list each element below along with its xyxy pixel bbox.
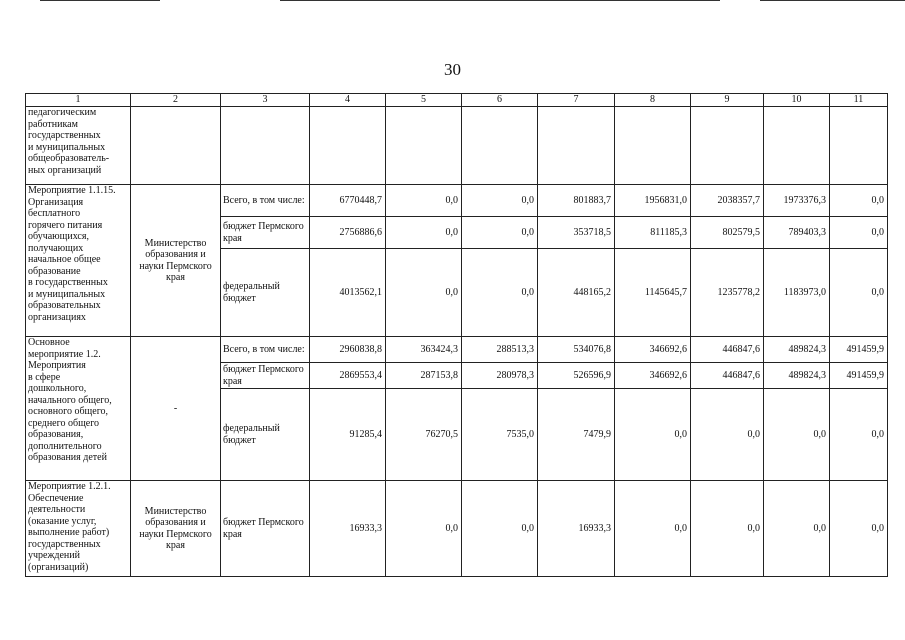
value-cell: 7535,0 [462, 389, 538, 481]
value-cell: 801883,7 [538, 185, 615, 217]
value-cell: 1956831,0 [615, 185, 691, 217]
value-cell: 1145645,7 [615, 249, 691, 337]
header-cell: 11 [830, 94, 888, 107]
value-cell: 346692,6 [615, 363, 691, 389]
value-cell: 446847,6 [691, 363, 764, 389]
source-cell: бюджет Пермского края [221, 363, 310, 389]
source-cell: федеральный бюджет [221, 249, 310, 337]
value-cell: 1973376,3 [764, 185, 830, 217]
value-cell: 7479,9 [538, 389, 615, 481]
source-cell: федеральный бюджет [221, 389, 310, 481]
value-cell: 0,0 [830, 185, 888, 217]
executor-cell: Министерство образования и науки Пермского края [131, 481, 221, 577]
value-cell: 0,0 [462, 249, 538, 337]
value-cell: 16933,3 [538, 481, 615, 577]
top-edge-line-right [760, 0, 905, 1]
value-cell: 0,0 [830, 217, 888, 249]
header-cell: 4 [310, 94, 386, 107]
header-cell: 9 [691, 94, 764, 107]
value-cell: 1183973,0 [764, 249, 830, 337]
value-cell: 16933,3 [310, 481, 386, 577]
source-cell: Всего, в том числе: [221, 337, 310, 363]
header-cell: 10 [764, 94, 830, 107]
header-cell: 5 [386, 94, 462, 107]
value-cell: 0,0 [764, 481, 830, 577]
value-cell: 0,0 [615, 481, 691, 577]
value-cell: 288513,3 [462, 337, 538, 363]
value-cell: 491459,9 [830, 363, 888, 389]
measure-name: Основное мероприятие 1.2. Мероприятия в сфере дошкольного, начального общего, основного общего, среднего общего образования, дополнительного образования детей [26, 337, 131, 481]
table-row [26, 337, 888, 363]
value-cell: 2038357,7 [691, 185, 764, 217]
source-cell: Всего, в том числе: [221, 185, 310, 217]
value-cell: 789403,3 [764, 217, 830, 249]
header-cell: 2 [131, 94, 221, 107]
executor-cell: Министерство образования и науки Пермского края [131, 185, 221, 337]
header-cell: 8 [615, 94, 691, 107]
column-number-header [26, 94, 888, 107]
measure-name: Мероприятие 1.2.1. Обеспечение деятельности (оказание услуг, выполнение работ) государственных учреждений (организаций) [26, 481, 131, 577]
value-cell: 4013562,1 [310, 249, 386, 337]
header-cell: 1 [26, 94, 131, 107]
value-cell: 446847,6 [691, 337, 764, 363]
header-cell: 6 [462, 94, 538, 107]
value-cell: 0,0 [386, 217, 462, 249]
value-cell: 6770448,7 [310, 185, 386, 217]
value-cell: 0,0 [764, 389, 830, 481]
value-cell: 534076,8 [538, 337, 615, 363]
value-cell: 0,0 [386, 481, 462, 577]
top-edge-line-mid [280, 0, 720, 1]
value-cell: 1235778,2 [691, 249, 764, 337]
value-cell: 2960838,8 [310, 337, 386, 363]
header-cell: 3 [221, 94, 310, 107]
source-cell: бюджет Пермского края [221, 217, 310, 249]
value-cell: 346692,6 [615, 337, 691, 363]
value-cell: 0,0 [830, 249, 888, 337]
value-cell: 0,0 [462, 481, 538, 577]
value-cell: 287153,8 [386, 363, 462, 389]
value-cell: 802579,5 [691, 217, 764, 249]
executor-cell: - [131, 337, 221, 481]
source-cell: бюджет Пермского края [221, 481, 310, 577]
value-cell: 0,0 [691, 481, 764, 577]
value-cell: 448165,2 [538, 249, 615, 337]
value-cell: 0,0 [691, 389, 764, 481]
value-cell: 0,0 [615, 389, 691, 481]
value-cell: 489824,3 [764, 363, 830, 389]
value-cell: 353718,5 [538, 217, 615, 249]
value-cell: 0,0 [830, 481, 888, 577]
value-cell: 491459,9 [830, 337, 888, 363]
value-cell: 526596,9 [538, 363, 615, 389]
value-cell: 489824,3 [764, 337, 830, 363]
table-row [26, 481, 888, 577]
measure-name: Мероприятие 1.1.15. Организация бесплатного горячего питания обучающихся, получающих начальное общее образование в государственных и муниципальных образовательных организациях [26, 185, 131, 337]
value-cell: 363424,3 [386, 337, 462, 363]
value-cell: 2756886,6 [310, 217, 386, 249]
table-row [26, 185, 888, 217]
value-cell: 0,0 [830, 389, 888, 481]
measure-name: педагогическим работникам государственных и муниципальных общеобразователь- ных организаций [26, 107, 131, 185]
value-cell: 280978,3 [462, 363, 538, 389]
value-cell: 0,0 [462, 185, 538, 217]
page-number: 30 [444, 60, 461, 79]
value-cell: 91285,4 [310, 389, 386, 481]
budget-table [25, 93, 888, 577]
value-cell: 0,0 [462, 217, 538, 249]
value-cell: 811185,3 [615, 217, 691, 249]
value-cell: 76270,5 [386, 389, 462, 481]
value-cell: 0,0 [386, 249, 462, 337]
value-cell: 0,0 [386, 185, 462, 217]
table-row [26, 107, 888, 185]
top-edge-line-left [40, 0, 160, 1]
value-cell: 2869553,4 [310, 363, 386, 389]
header-cell: 7 [538, 94, 615, 107]
